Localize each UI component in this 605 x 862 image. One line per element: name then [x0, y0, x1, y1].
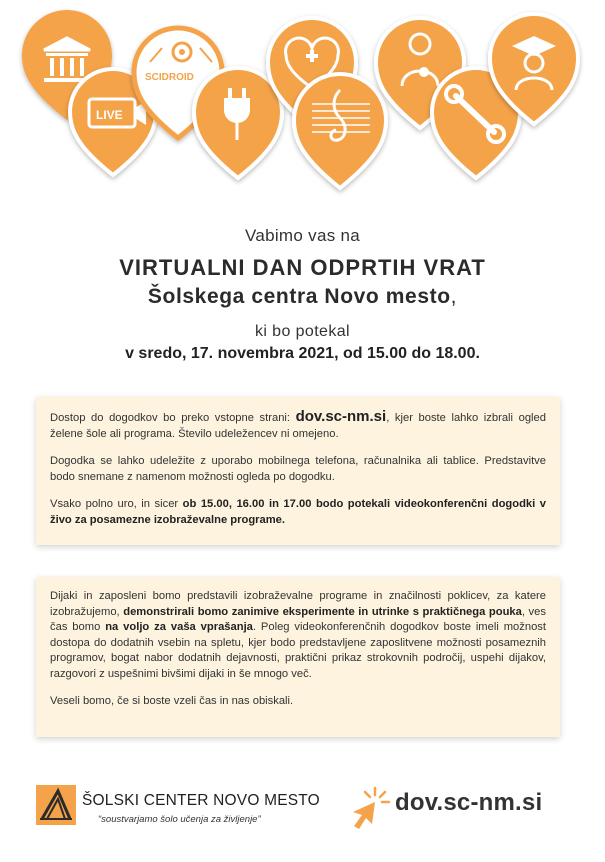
- device-paragraph: Dogodka se lahko udeležite z uporabo mobilnega telefona, računalnika ali tablice. Predstavitve bodo snemane z namenom možnosti ogleda po dogodku.: [50, 455, 546, 483]
- closing-paragraph: Veseli bomo, če si boste vzeli čas in nas obiskali.: [50, 695, 294, 707]
- footer-url-link[interactable]: dov.sc-nm.si: [395, 789, 543, 816]
- school-name: ŠOLSKI CENTER NOVO MESTO: [82, 792, 320, 809]
- access-paragraph: Dostop do dogodkov bo preko vstopne strani: dov.sc-nm.si, kjer boste lahko izbrali ogled želene šole ali programa. Število udeležencev ni omejeno.: [50, 408, 546, 440]
- intro-lead: Vabimo vas na: [244, 226, 361, 245]
- event-date: v sredo, 17. novembra 2021, od 15.00 do 18.00.: [125, 345, 480, 362]
- access-info-box: [36, 397, 560, 545]
- cursor-click-icon: [345, 784, 391, 830]
- svg-text:SCIDROID: SCIDROID: [145, 72, 194, 83]
- access-url-link[interactable]: dov.sc-nm.si: [295, 408, 387, 425]
- schedule-paragraph: Vsako polno uro, in sicer ob 15.00, 16.00 in 17.00 bodo potekali videokonferenčni dogodki v živo za posamezne izobraževalne programe.: [50, 498, 546, 526]
- footer: [0, 780, 605, 840]
- event-subtitle: Šolskega centra Novo mesto,: [147, 285, 458, 308]
- header-pins: [0, 0, 605, 205]
- plug-icon: [194, 68, 282, 178]
- svg-text:LIVE: LIVE: [96, 108, 123, 122]
- program-paragraph: Dijaki in zaposleni bomo predstavili izobraževalne programe in značilnosti poklicev, za katere izobražujemo, demonstrirali bomo zanimive eksperimente in utrinke s praktičnega pouka, ves čas bomo na voljo za vaša vprašanja. Poleg videokonferenčnih dogodkov boste imeli možnost dostopa do dodatnih vsebin na spletu, kjer bodo predstavljene zaposlitvene možnosti posameznih programov, bogat nabor dodatnih dejavnosti, praktični prikaz strokovnih področij, uspehi dijakov, razgovori z uspešnimi bivšimi dijaki in še mnogo več.: [50, 590, 546, 680]
- music-note-icon: [294, 74, 386, 188]
- intro-bo: ki bo potekal: [254, 323, 351, 340]
- program-info-box: [36, 577, 560, 737]
- intro: [0, 226, 605, 363]
- event-title: VIRTUALNI DAN ODPRTIH VRAT: [119, 255, 486, 280]
- school-motto: “soustvarjamo šolo učenja za življenje”: [98, 814, 261, 825]
- school-logo-icon: [36, 785, 76, 825]
